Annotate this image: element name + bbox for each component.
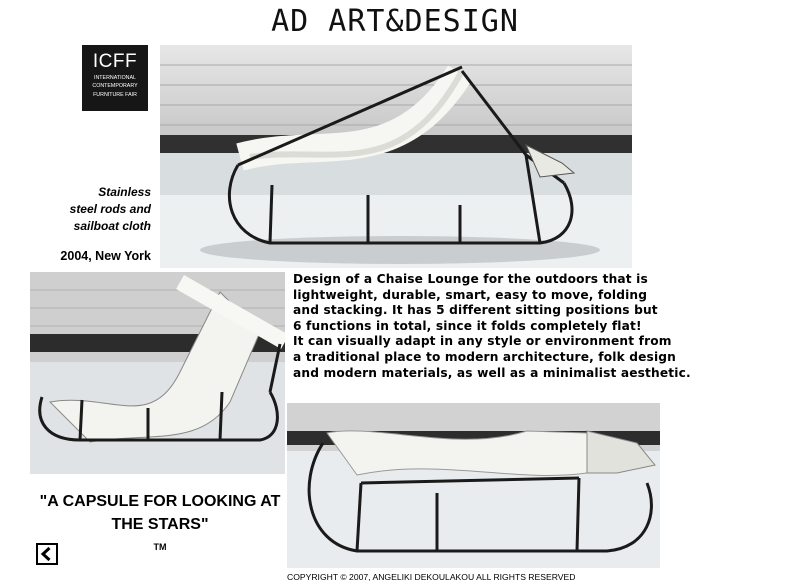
trademark-mark: TM [153,542,167,552]
description-line-3: and stacking. It has 5 different sitting positions but [293,303,658,318]
page-title: AD ART&DESIGN [271,4,519,39]
description-line-2: lightweight, durable, smart, easy to move, folding [293,287,648,302]
quote-line-1: "A CAPSULE FOR LOOKING AT [39,493,281,510]
back-button[interactable] [36,543,58,565]
materials-caption [30,184,151,235]
description-line-5: It can visually adapt in any style or environment from [293,334,672,349]
quote-line-2-text: THE STARS" [111,516,209,533]
logo-line-1: INTERNATIONAL [94,75,136,81]
logo-line-3: FURNITURE FAIR [93,91,137,98]
description-line-6: a traditional place to modern architecture, folk design [293,349,676,364]
materials-line-2: steel rods and [69,202,151,216]
chaise-photo-side [160,45,632,268]
chevron-left-icon [38,545,56,563]
chaise-photo-angle [30,272,285,474]
design-description [293,272,763,381]
description-line-1: Design of a Chaise Lounge for the outdoors that is [293,272,648,286]
logo-main: ICFF [92,51,138,72]
materials-line-3: sailboat cloth [73,219,151,233]
description-line-7: and modern materials, as well as a minimalist aesthetic. [293,365,691,380]
quote-line-2 [22,513,298,562]
copyright-notice: COPYRIGHT © 2007, ANGELIKI DEKOULAKOU ALL RIGHTS RESERVED [287,572,576,582]
chaise-photo-flat [287,403,660,568]
year-location: 2004, New York [60,249,151,263]
materials-line-1: Stainless [98,185,151,199]
icff-logo [82,45,148,111]
description-line-4: 6 functions in total, since it folds completely flat! [293,318,642,333]
tagline-quote [22,490,298,562]
logo-line-2: CONTEMPORARY [92,83,138,90]
